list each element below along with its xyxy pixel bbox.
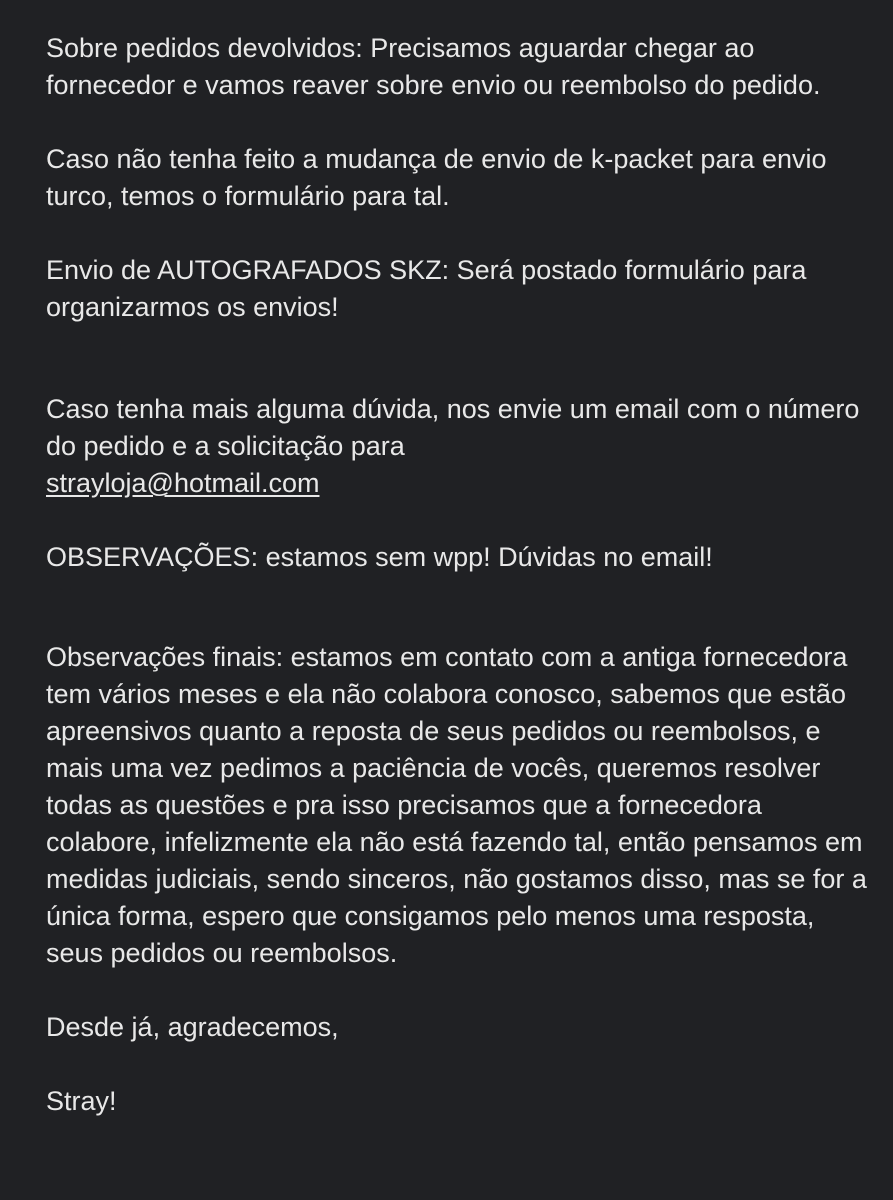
spacer — [46, 326, 876, 391]
email-link[interactable]: strayloja@hotmail.com — [46, 468, 320, 498]
spacer — [46, 1046, 876, 1083]
spacer — [46, 502, 876, 539]
thanks-paragraph: Desde já, agradecemos, — [46, 1012, 339, 1042]
message-body — [46, 30, 876, 1120]
spacer — [46, 576, 876, 639]
contact-text: Caso tenha mais alguma dúvida, nos envie um email com o número do pedido e a solicitação para — [46, 394, 860, 461]
spacer — [46, 104, 876, 141]
contact-paragraph — [46, 391, 876, 502]
autographed-shipping-paragraph: Envio de AUTOGRAFADOS SKZ: Será postado formulário para organizarmos os envios! — [46, 255, 807, 322]
observations-paragraph: OBSERVAÇÕES: estamos sem wpp! Dúvidas no email! — [46, 542, 713, 572]
spacer — [46, 972, 876, 1009]
final-observations-paragraph: Observações finais: estamos em contato com a antiga fornecedora tem vários meses e ela não colabora conosco, sabemos que estão apreensivos quanto a reposta de seus pedidos ou reembolsos, e mais uma vez pedimos a paciência de vocês, queremos resolver todas as questões e pra isso precisamos que a fornecedora colabore, infelizmente ela não está fazendo tal, então pensamos em medidas judiciais, sendo sinceros, não gostamos disso, mas se for a única forma, espero que consigamos pelo menos uma resposta, seus pedidos ou reembolsos. — [46, 642, 867, 968]
signature: Stray! — [46, 1086, 117, 1116]
shipping-change-paragraph: Caso não tenha feito a mudança de envio de k-packet para envio turco, temos o formulário para tal. — [46, 144, 827, 211]
spacer — [46, 215, 876, 252]
returned-orders-paragraph: Sobre pedidos devolvidos: Precisamos aguardar chegar ao fornecedor e vamos reaver sobre envio ou reembolso do pedido. — [46, 33, 821, 100]
